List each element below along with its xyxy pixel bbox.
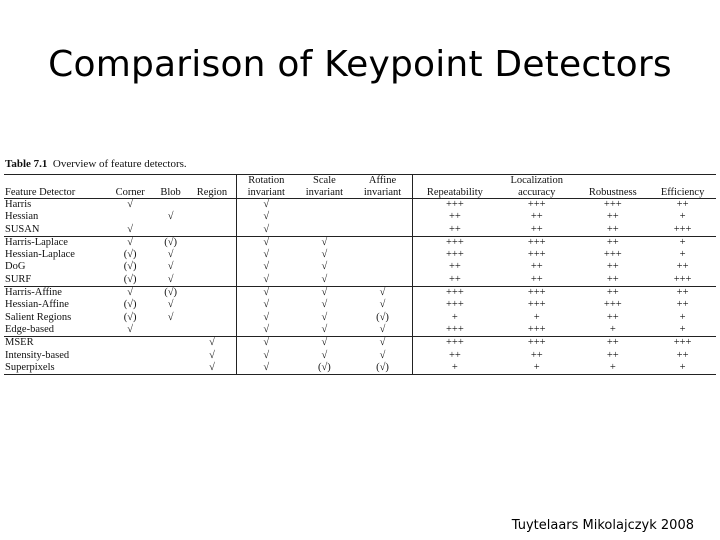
header-blob: Blob: [153, 187, 187, 199]
cell-loc: +: [533, 311, 540, 323]
cell-eff: ++: [676, 349, 689, 361]
cell-loc: ++: [530, 211, 543, 223]
table-row: [4, 236, 716, 249]
cell-corner: (√): [123, 249, 137, 261]
cell-loc: ++: [530, 349, 543, 361]
header-feature-detector: Feature Detector: [4, 187, 107, 199]
header-corner: Corner: [107, 187, 154, 199]
cell-name: MSER: [4, 337, 107, 350]
cell-blob: [153, 324, 187, 337]
cell-corner: (√): [123, 273, 137, 285]
cell-loc: ++: [530, 223, 543, 235]
cell-rot: √: [237, 337, 296, 350]
cell-name: Harris-Laplace: [4, 236, 107, 249]
cell-corner: (√): [123, 299, 137, 311]
table-caption: [5, 158, 187, 170]
cell-blob: [153, 362, 187, 375]
cell-rob: ++: [606, 223, 619, 235]
cell-name: SUSAN: [5, 223, 40, 235]
cell-affine: [353, 261, 412, 273]
cell-rob: +: [609, 323, 616, 335]
table-row: [4, 249, 716, 261]
cell-name: Edge-based: [5, 323, 54, 335]
cell-name: Hessian: [5, 211, 39, 223]
table-row: [4, 312, 716, 324]
cell-scale: √: [321, 273, 328, 285]
cell-rot: √: [237, 199, 296, 212]
header-region: Region: [188, 187, 237, 199]
cell-blob: √: [167, 249, 174, 261]
cell-rob: ++: [606, 349, 619, 361]
cell-corner: [107, 350, 154, 362]
table-row: [4, 261, 716, 273]
header-robustness: Robustness: [576, 187, 649, 199]
cell-rep: +: [412, 362, 497, 375]
table-row: [4, 274, 716, 287]
cell-rob: ++: [576, 337, 649, 350]
cell-name: Harris-Affine: [4, 287, 107, 300]
cell-scale: [295, 199, 353, 212]
cell-affine: √: [353, 337, 412, 350]
cell-blob: (√): [153, 236, 187, 249]
cell-loc: +++: [527, 323, 546, 335]
cell-scale: √: [295, 236, 353, 249]
cell-scale: √: [295, 287, 353, 300]
cell-rot: √: [237, 249, 296, 261]
cell-eff: +: [679, 311, 686, 323]
cell-scale: √: [295, 337, 353, 350]
cell-name: Superpixels: [4, 362, 107, 375]
cell-scale: √: [321, 311, 328, 323]
cell-name: Harris: [5, 199, 32, 210]
cell-affine: √: [353, 287, 412, 300]
cell-loc: +++: [497, 236, 576, 249]
cell-rob: ++: [606, 311, 619, 323]
cell-affine: √: [379, 323, 386, 335]
cell-eff: ++: [676, 299, 689, 311]
header-rotation-invariant: invariant: [237, 187, 296, 199]
cell-loc: +++: [527, 299, 546, 311]
header-affine-invariant: invariant: [353, 187, 412, 199]
cell-eff: ++: [649, 287, 716, 300]
header-rotation: Rotation: [237, 175, 296, 187]
cell-eff: +: [649, 362, 716, 375]
cell-loc: +++: [497, 337, 576, 350]
cell-name: Hessian-Laplace: [5, 249, 75, 261]
cell-scale: √: [321, 349, 328, 361]
cell-blob: √: [167, 211, 174, 223]
cell-rob: +++: [603, 299, 622, 311]
header-localization: Localization: [497, 175, 576, 187]
cell-eff: +++: [673, 273, 692, 285]
table-row: [4, 287, 716, 300]
cell-corner: (√): [123, 311, 137, 323]
cell-region: [188, 211, 237, 223]
cell-rot: √: [237, 362, 296, 375]
cell-rep: +++: [412, 287, 497, 300]
cell-rot: √: [237, 236, 296, 249]
header-localization-accuracy: accuracy: [497, 187, 576, 199]
cell-scale: [295, 224, 353, 237]
table-row: [4, 224, 716, 237]
cell-rob: +++: [603, 249, 622, 261]
cell-region: √: [188, 362, 237, 375]
cell-loc: ++: [530, 261, 543, 273]
table-row: [4, 350, 716, 362]
header-scale: Scale: [295, 175, 353, 187]
cell-name: DoG: [5, 261, 26, 273]
cell-blob: [153, 350, 187, 362]
table-header-bottom: [4, 187, 716, 199]
cell-rep: ++: [412, 224, 497, 237]
cell-rep: ++: [412, 211, 497, 223]
cell-eff: +: [679, 323, 686, 335]
cell-region: [188, 299, 237, 311]
header-efficiency: Efficiency: [649, 187, 716, 199]
cell-rep: ++: [412, 274, 497, 287]
feature-detector-table: [4, 174, 716, 375]
cell-blob: √: [167, 261, 174, 273]
table-row: [4, 337, 716, 350]
cell-eff: +: [679, 211, 686, 223]
cell-affine: [353, 274, 412, 287]
cell-region: [188, 236, 237, 249]
cell-affine: √: [379, 299, 386, 311]
header-affine: Affine: [353, 175, 412, 187]
cell-rep: +++: [412, 249, 497, 261]
header-scale-invariant: invariant: [295, 187, 353, 199]
cell-scale: √: [321, 249, 328, 261]
cell-region: [188, 261, 237, 273]
cell-name: Hessian-Affine: [5, 299, 69, 311]
cell-loc: +++: [527, 249, 546, 261]
cell-affine: [353, 249, 412, 261]
cell-rep: +++: [412, 236, 497, 249]
cell-name: SURF: [5, 273, 32, 285]
cell-rob: ++: [606, 211, 619, 223]
cell-corner: √: [107, 236, 154, 249]
cell-blob: [153, 224, 187, 237]
cell-corner: [107, 362, 154, 375]
cell-rep: +++: [412, 337, 497, 350]
table-caption-text: Overview of feature detectors.: [52, 158, 187, 170]
cell-scale: √: [321, 299, 328, 311]
cell-eff: ++: [676, 199, 689, 210]
cell-rob: ++: [606, 273, 619, 285]
cell-loc: ++: [530, 273, 543, 285]
cell-region: [188, 274, 237, 287]
table-caption-label: Table 7.1: [5, 158, 48, 170]
cell-eff: +++: [649, 337, 716, 350]
cell-affine: [353, 199, 412, 212]
cell-corner: √: [127, 323, 134, 335]
cell-rot: √: [237, 261, 296, 273]
cell-region: [188, 287, 237, 300]
cell-rot: √: [237, 274, 296, 287]
cell-rot: √: [237, 299, 296, 311]
table-row: [4, 211, 716, 223]
cell-rep: +++: [412, 324, 497, 337]
cell-corner: √: [107, 287, 154, 300]
cell-rot: √: [237, 350, 296, 362]
slide-title: Comparison of Keypoint Detectors: [48, 44, 672, 85]
cell-loc: +++: [527, 199, 546, 210]
cell-blob: √: [167, 299, 174, 311]
cell-rep: ++: [412, 350, 497, 362]
cell-rot: √: [237, 211, 296, 223]
table-body: [4, 199, 716, 375]
cell-rob: ++: [606, 261, 619, 273]
cell-affine: [353, 236, 412, 249]
cell-scale: √: [321, 323, 328, 335]
cell-blob: (√): [153, 287, 187, 300]
cell-rob: ++: [576, 287, 649, 300]
cell-rep: +: [412, 312, 497, 324]
cell-blob: [153, 199, 187, 212]
cell-name: Intensity-based: [5, 349, 70, 361]
cell-blob: √: [167, 311, 174, 323]
cell-affine: (√): [376, 311, 389, 323]
cell-corner: √: [127, 223, 134, 235]
cell-loc: +++: [497, 287, 576, 300]
cell-corner: √: [127, 199, 134, 210]
cell-blob: √: [167, 273, 174, 285]
cell-eff: ++: [676, 261, 689, 273]
cell-region: [188, 312, 237, 324]
cell-scale: (√): [295, 362, 353, 375]
cell-rep: +++: [412, 199, 497, 212]
header-repeatability: Repeatability: [412, 187, 497, 199]
table-row: [4, 362, 716, 375]
cell-scale: √: [321, 261, 328, 273]
table-row: [4, 324, 716, 337]
table-header-top: [4, 175, 716, 187]
table-row: [4, 199, 716, 212]
cell-region: √: [188, 337, 237, 350]
cell-rep: ++: [412, 261, 497, 273]
cell-affine: √: [379, 349, 386, 361]
cell-corner: [107, 211, 154, 223]
cell-corner: [107, 337, 154, 350]
cell-region: [188, 224, 237, 237]
cell-rep: +++: [412, 299, 497, 311]
citation-footer: Tuytelaars Mikolajczyk 2008: [511, 518, 694, 533]
cell-rob: +++: [603, 199, 622, 210]
cell-eff: +: [649, 236, 716, 249]
cell-eff: +++: [673, 223, 692, 235]
cell-affine: (√): [353, 362, 412, 375]
cell-affine: [353, 211, 412, 223]
cell-rot: √: [237, 312, 296, 324]
cell-region: [188, 249, 237, 261]
table-row: [4, 299, 716, 311]
cell-name: Salient Regions: [5, 311, 72, 323]
cell-rob: +: [576, 362, 649, 375]
cell-region: √: [209, 349, 215, 361]
cell-scale: [295, 211, 353, 223]
cell-blob: [153, 337, 187, 350]
cell-eff: +: [679, 249, 686, 261]
cell-affine: [353, 224, 412, 237]
cell-region: [188, 324, 237, 337]
cell-region: [188, 199, 237, 212]
cell-rob: ++: [576, 236, 649, 249]
cell-loc: +: [497, 362, 576, 375]
cell-rot: √: [237, 287, 296, 300]
cell-corner: (√): [123, 261, 137, 273]
cell-rot: √: [237, 324, 296, 337]
cell-rot: √: [237, 224, 296, 237]
